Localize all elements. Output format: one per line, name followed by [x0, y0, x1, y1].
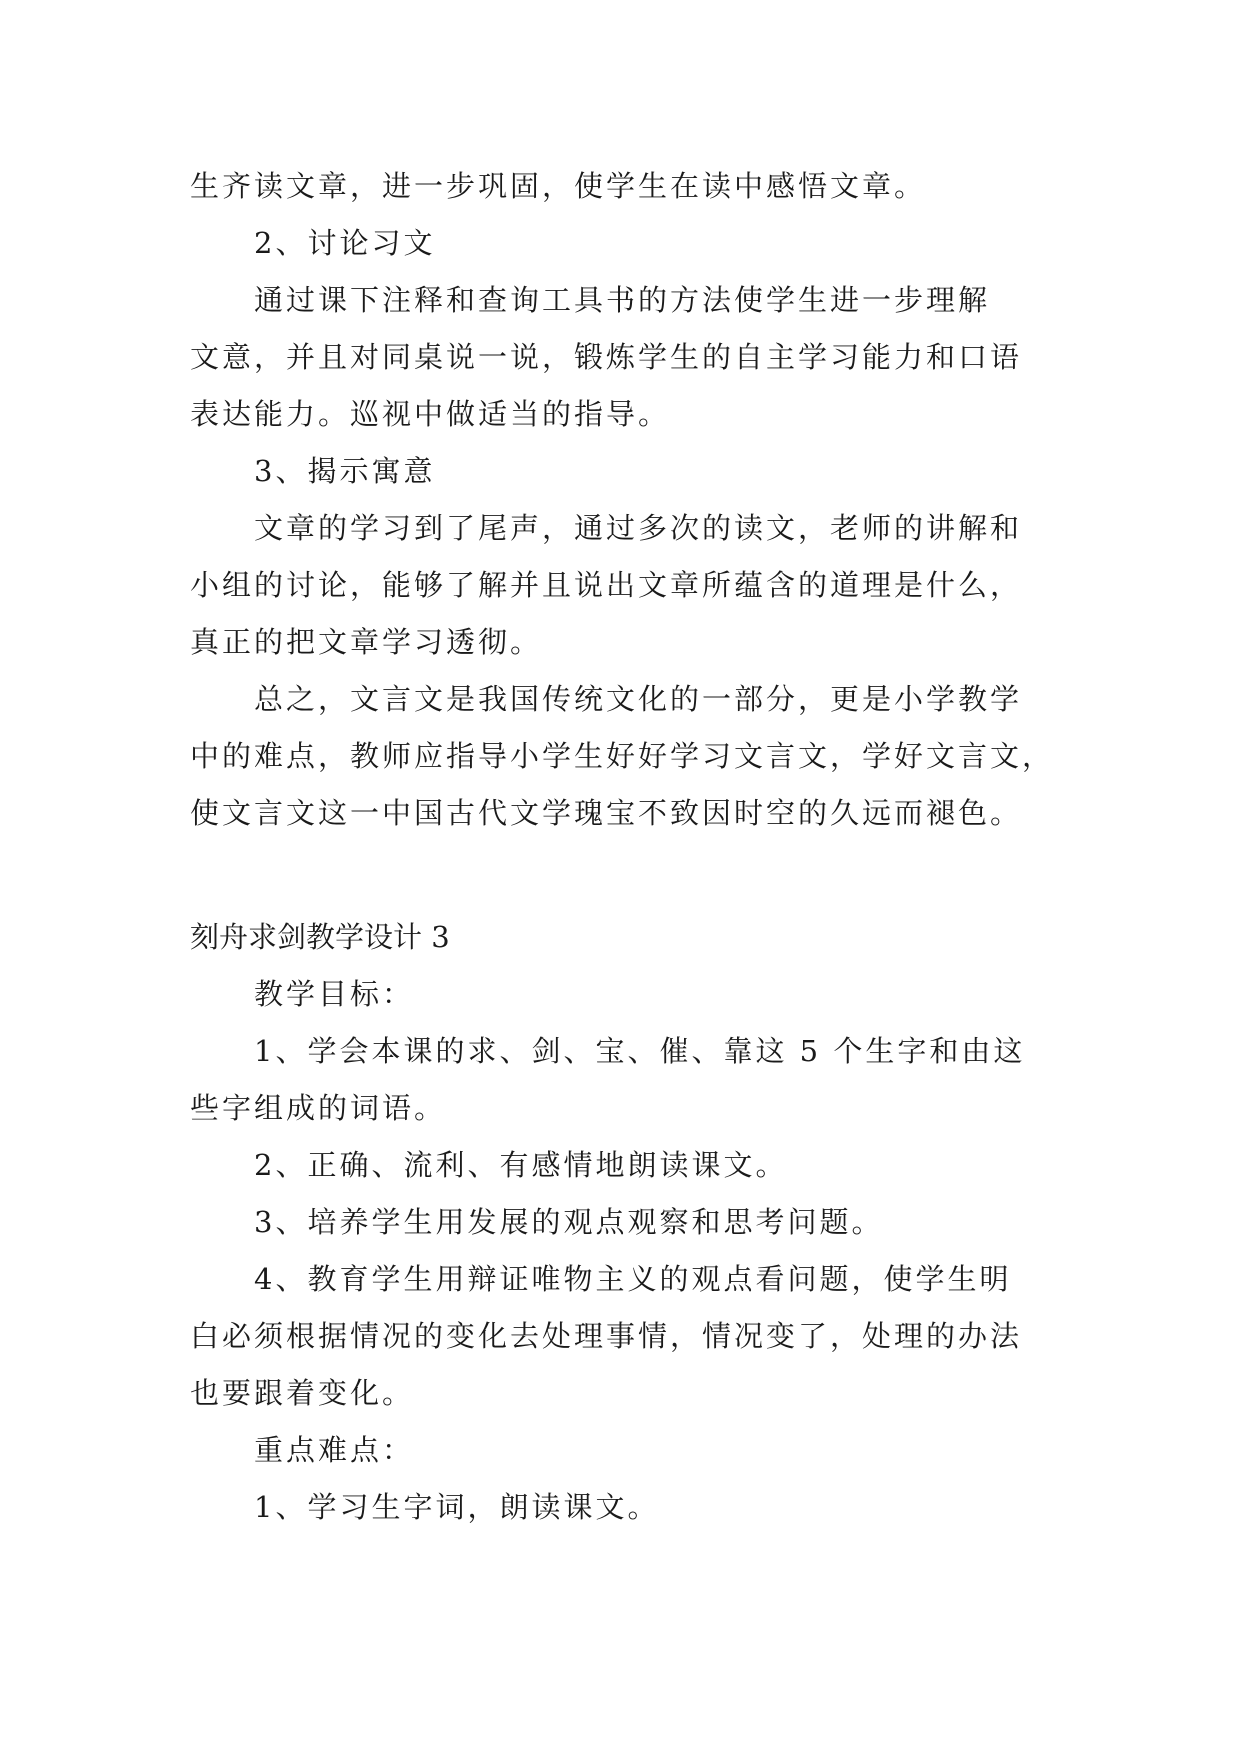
- paragraph-line: 文意，并且对同桌说一说，锻炼学生的自主学习能力和口语: [190, 340, 1023, 374]
- step-heading: 2、讨论习文: [254, 226, 436, 260]
- section-title: 刻舟求剑教学设计 3: [190, 920, 450, 954]
- paragraph-line: 1、学会本课的求、剑、宝、催、靠这 5 个生字和由这: [254, 1034, 1026, 1068]
- paragraph-line: 4、教育学生用辩证唯物主义的观点看问题，使学生明: [254, 1262, 1012, 1296]
- paragraph-line: 也要跟着变化。: [190, 1376, 415, 1410]
- paragraph-line: 1、学习生字词，朗读课文。: [254, 1490, 660, 1524]
- paragraph-line: 通过课下注释和查询工具书的方法使学生进一步理解: [254, 283, 991, 317]
- paragraph-line: 中的难点，教师应指导小学生好好学习文言文，学好文言文，: [190, 739, 1055, 773]
- paragraph-line: 总之，文言文是我国传统文化的一部分，更是小学教学: [254, 682, 1023, 716]
- paragraph-line: 文章的学习到了尾声，通过多次的读文，老师的讲解和: [254, 511, 1023, 545]
- paragraph-line: 白必须根据情况的变化去处理事情，情况变了，处理的办法: [190, 1319, 1023, 1353]
- paragraph-line: 3、培养学生用发展的观点观察和思考问题。: [254, 1205, 884, 1239]
- paragraph-line: 生齐读文章，进一步巩固，使学生在读中感悟文章。: [190, 169, 927, 203]
- paragraph-line: 使文言文这一中国古代文学瑰宝不致因时空的久远而褪色。: [190, 796, 1023, 830]
- paragraph-line: 小组的讨论，能够了解并且说出文章所蕴含的道理是什么，: [190, 568, 1023, 602]
- paragraph-line: 2、正确、流利、有感情地朗读课文。: [254, 1148, 788, 1182]
- paragraph-line: 表达能力。巡视中做适当的指导。: [190, 397, 671, 431]
- key-points-label: 重点难点：: [254, 1433, 415, 1467]
- goals-label: 教学目标：: [254, 977, 415, 1011]
- paragraph-line: 些字组成的词语。: [190, 1091, 447, 1125]
- step-heading: 3、揭示寓意: [254, 454, 436, 488]
- paragraph-line: 真正的把文章学习透彻。: [190, 625, 543, 659]
